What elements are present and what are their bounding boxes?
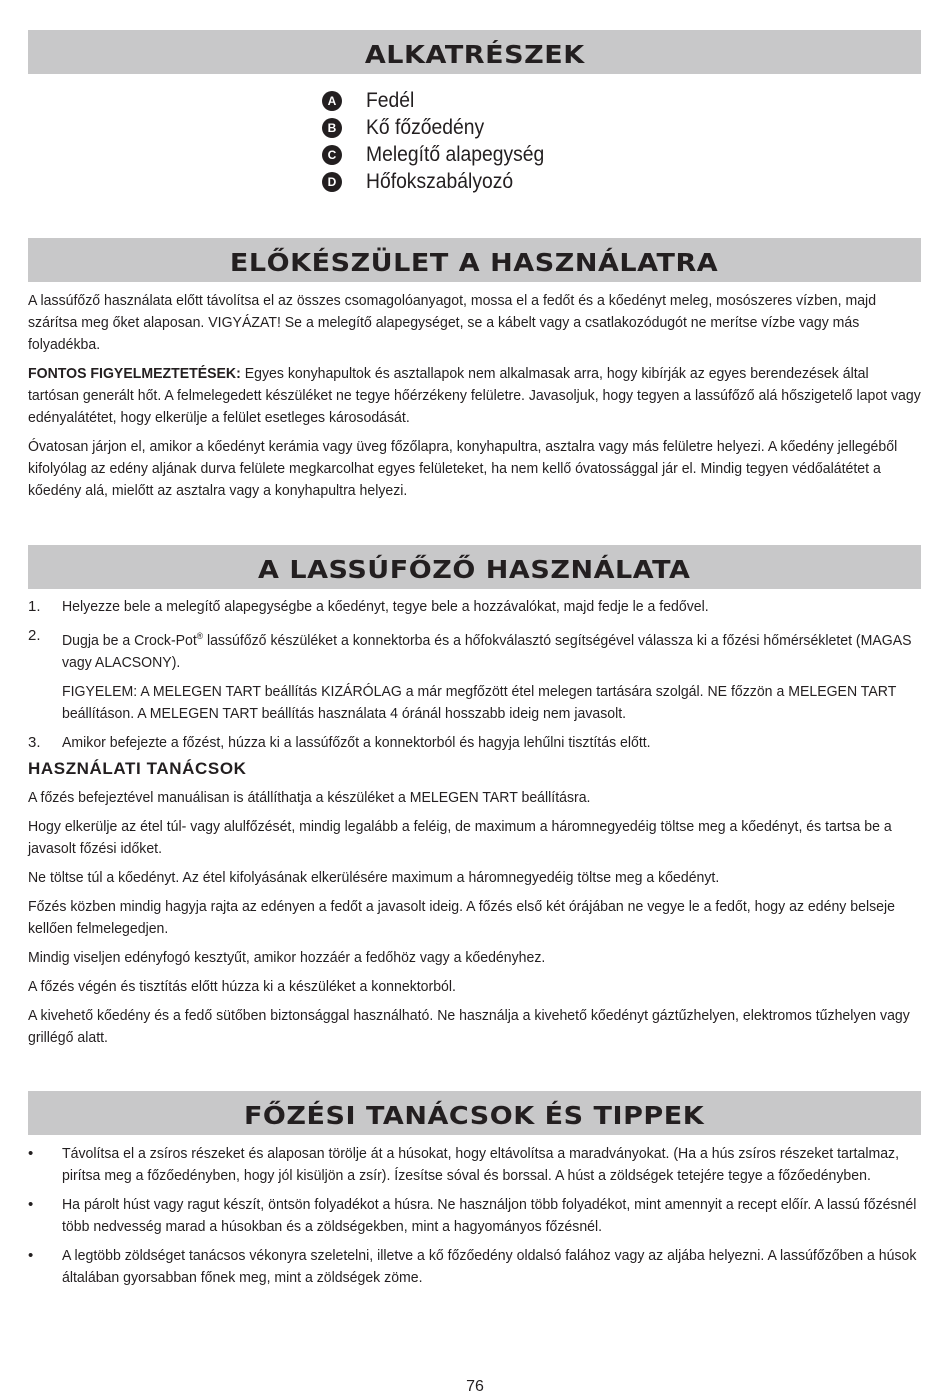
section-header-parts [28,30,921,74]
tip-text: A főzés befejeztével manuálisan is átállíthatja a készüléket a MELEGEN TART beállításra. [28,789,591,806]
step-text-cont: lassúfőző készüléket a konnektorba és a hőfokválasztó segítségével válassza ki a főzési hőmérsékletet (MAGAS vagy ALACSONY). [62,632,912,671]
part-item [322,141,560,168]
warning-text-wrap [28,363,921,429]
usage-tips-text [28,787,921,1056]
section-header-cooking-tips [28,1091,921,1135]
step-number: 3. [28,734,41,751]
section-title-cooking-tips: FŐZÉSI TANÁCSOK ÉS TIPPEK [244,1100,705,1130]
tip-paragraph [28,896,921,940]
paragraph [28,290,921,356]
paragraph [28,436,921,502]
bullet-marker: • [28,1145,34,1162]
bullet-item [28,1245,921,1289]
usage-note [28,681,921,725]
tip-text: Főzés közben mindig hagyja rajta az edényen a fedőt a javasolt ideig. A főzés első két órájában ne vegye le a fedőt, hogy az edény belseje kellően felmelegedjen. [28,898,895,937]
tip-text: A kivehető kőedény és a fedő sütőben biztonsággal használható. Ne használja a kivehető kőedényt gáztűzhelyen, elektromos tűzhelyen vagy grillégő alatt. [28,1007,910,1046]
part-name: Fedél [366,88,415,112]
note-text: FIGYELEM: A MELEGEN TART beállítás KIZÁRÓLAG a már megfőzött étel melegen tartására szolgál. NE főzzön a MELEGEN TART beállításon. A MELEGEN TART beállítás használata 4 óránál hosszabb ideig nem javasolt. [62,683,897,722]
step-number: 2. [28,627,41,644]
bullet-item [28,1194,921,1238]
step-text: Helyezze bele a melegítő alapegységbe a kőedényt, tegye bele a hozzávalókat, majd fedje le a fedővel. [62,598,709,615]
tip-text: A főzés végén és tisztítás előtt húzza ki a készüléket a konnektorból. [28,978,456,995]
step-item [28,732,921,754]
preparation-text [28,290,921,509]
tip-text: Mindig viseljen edényfogó kesztyűt, amikor hozzáér a fedőhöz vagy a kőedényhez. [28,949,546,966]
part-item [322,168,560,195]
cooking-tips-list [28,1143,921,1296]
usage-steps [28,596,921,761]
part-letter-badge: A [322,91,342,111]
bullet-text: Távolítsa el a zsíros részeket és alaposan törölje át a húsokat, hogy eltávolítsa a maradványokat. (Ha a hús zsíros részeket tartalmaz, pirítsa meg a főzőedényben, hogy jól kisüljön a zsír). Ízesítse sóval és borssal. A húst a zöldségek tetejére tegye a főzőedényben. [62,1145,900,1184]
step-text: Amikor befejezte a főzést, húzza ki a lassúfőzőt a konnektorból és hagyja lehűlni tisztítás előtt. [62,734,651,751]
warning-label: FONTOS FIGYELMEZTETÉSEK: [28,365,241,382]
step-item [28,625,921,674]
section-header-preparation [28,238,921,282]
part-name: Hőfokszabályozó [366,169,514,193]
bullet-item [28,1143,921,1187]
step-number: 1. [28,598,41,615]
warning-paragraph [28,363,921,429]
section-header-usage [28,545,921,589]
section-title-parts: ALKATRÉSZEK [364,39,585,69]
tip-paragraph [28,816,921,860]
subheading-usage-tips: HASZNÁLATI TANÁCSOK [28,759,247,778]
bullet-marker: • [28,1247,34,1264]
section-title-preparation: ELŐKÉSZÜLET A HASZNÁLATRA [230,247,719,277]
part-name: Melegítő alapegység [366,142,545,166]
parts-list [322,87,560,195]
step-text: Dugja be a Crock-Pot [62,632,197,649]
bullet-text: A legtöbb zöldséget tanácsos vékonyra szeletelni, illetve a kő főzőedény oldalsó falához vagy az aljába helyezni. A lassúfőzőben a húsok általában gyorsabban főnek meg, mint a zöldségek zöme. [62,1247,917,1286]
tip-text: Ne töltse túl a kőedényt. Az étel kifolyásának elkerülésére maximum a háromnegyedéig töltse meg a kőedényt. [28,869,720,886]
step-text-wrap [62,625,927,674]
tip-text: Hogy elkerülje az étel túl- vagy alulfőzését, mindig legalább a feléig, de maximum a háromnegyedéig töltse meg a kőedényt, és tartsa be a javasolt főzési időket. [28,818,892,857]
bullet-marker: • [28,1196,34,1213]
tip-paragraph [28,787,921,809]
registered-mark: ® [196,631,204,641]
step-item [28,596,921,618]
tip-paragraph [28,976,921,998]
paragraph-text: Óvatosan járjon el, amikor a kőedényt kerámia vagy üveg főzőlapra, konyhapultra, asztalra vagy más felületre helyezi. A kőedény jellegéből kifolyólag az edény aljának durva felülete megkarcolhat egyes felületeket, ha nem kellő óvatossággal jár el. Mindig tegyen védőalátétet a kőedény alá, mielőtt az asztalra vagy a konyhapultra helyezi. [28,438,898,499]
paragraph-text: A lassúfőző használata előtt távolítsa el az összes csomagolóanyagot, mossa el a fedőt és a kőedényt meleg, mosószeres vízben, majd szárítsa meg őket alaposan. VIGYÁZAT! Se a melegítő alapegységet, se a kábelt vagy a csatlakozódugót ne merítse vízbe vagy más folyadékba. [28,292,877,353]
section-title-usage: A LASSÚFŐZŐ HASZNÁLATA [258,554,691,584]
part-item [322,114,560,141]
tip-paragraph [28,867,921,889]
part-item [322,87,560,114]
part-letter-badge: B [322,118,342,138]
part-letter-badge: C [322,145,342,165]
part-letter-badge: D [322,172,342,192]
page-number: 76 [466,1378,484,1395]
part-name: Kő főzőedény [366,115,485,139]
bullet-text: Ha párolt húst vagy ragut készít, öntsön folyadékot a húsra. Ne használjon több folyadékot, mint amennyit a recept előír. A lassú főzésnél több nedvesség marad a húsokban és a zöldségekben, mint a hagyományos főzésnél. [62,1196,917,1235]
tip-paragraph [28,947,921,969]
warning-text: Egyes konyhapultok és asztallapok nem alkalmasak arra, hogy kibírják az egyes berendezések által tartósan generált hőt. A felmelegedett készüléket ne tegye hőérzékeny felületre. Javasoljuk, hogy tegyen a lassúfőző alá hőszigetelő lapot vagy edényalátétet, hogy elkerülje a felület esetleges károsodását. [28,365,921,426]
tip-paragraph [28,1005,921,1049]
